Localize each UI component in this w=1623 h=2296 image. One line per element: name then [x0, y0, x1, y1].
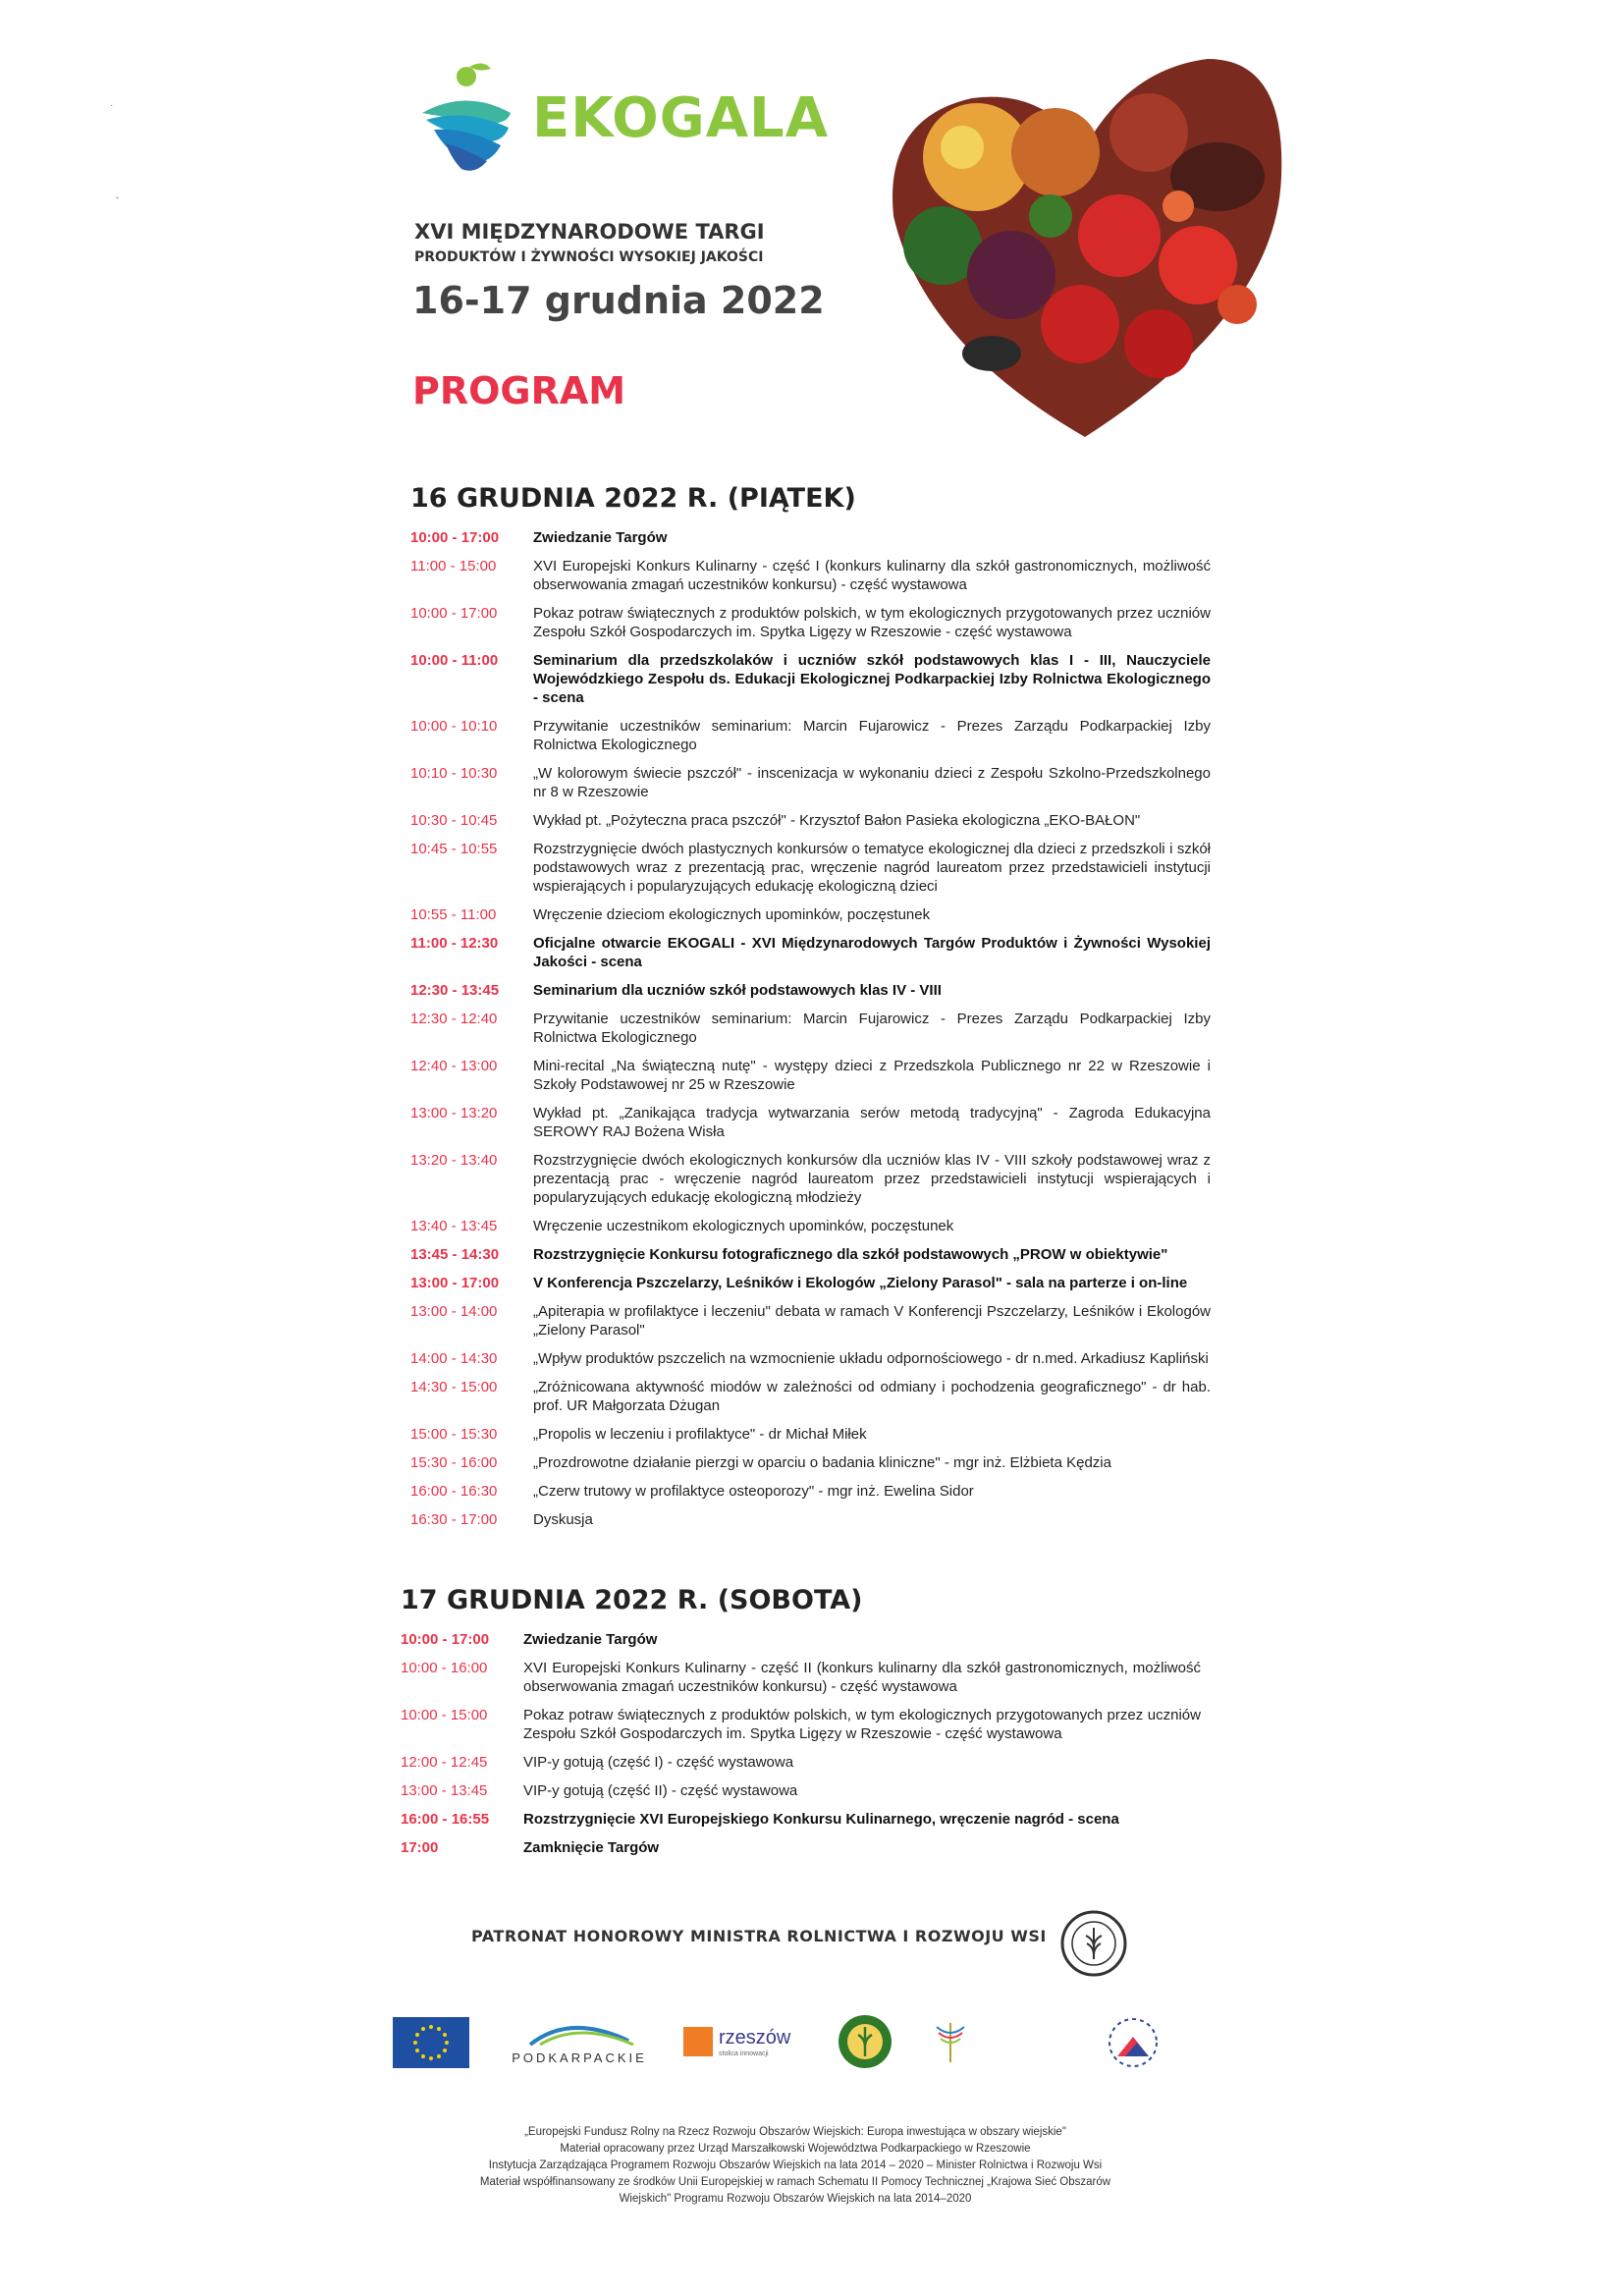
schedule-description: Zamknięcie Targów [523, 1839, 660, 1856]
schedule-row [410, 1510, 1211, 1529]
schedule-time: 12:00 - 12:45 [401, 1754, 488, 1771]
schedule-description: Seminarium dla przedszkolaków i uczniów szkół podstawowych klas I - III, Nauczyciele Wojewódzkiego Zespołu ds. Edukacji Ekologicznej Podkarpackiej Izby Rolnictwa Ekologicznego - scena [533, 652, 1211, 706]
schedule-description: XVI Europejski Konkurs Kulinarny - część II (konkurs kulinarny dla szkół gastronomicznych, możliwość obserwowania zmagań uczestników konkursu) - część wystawowa [523, 1660, 1201, 1695]
schedule-description: Wykład pt. „Zanikająca tradycja wytwarzania serów metodą tradycyjną" - Zagroda Edukacyjna SEROWY RAJ Bożena Wisła [533, 1105, 1211, 1140]
schedule-description: Rozstrzygnięcie dwóch plastycznych konkursów o tematyce ekologicznej dla dzieci z przedszkoli i szkół podstawowych wraz z prezentacją prac, wręczenie nagród laureatom przez przedstawicieli instytucji wspierających i popularyzujących edukację ekologiczną dzieci [533, 841, 1211, 895]
partner-logos [393, 2013, 1217, 2072]
schedule-time: 15:00 - 15:30 [410, 1426, 498, 1443]
ministry-seal-icon [1060, 1910, 1127, 1977]
schedule-time: 12:40 - 13:00 [410, 1058, 498, 1074]
schedule-time: 10:00 - 17:00 [401, 1631, 490, 1648]
footer-line: Materiał opracowany przez Urząd Marszałkowski Województwa Podkarpackiego w Rzeszowie [560, 2143, 1031, 2155]
schedule-time: 12:30 - 13:45 [410, 982, 500, 999]
footer-line: „Europejski Fundusz Rolny na Rzecz Rozwoju Obszarów Wiejskich: Europa inwestująca w obszary wiejskie" [524, 2126, 1066, 2138]
podkarpackie-label: PODKARPACKIE [512, 2050, 647, 2065]
footer-line: Materiał współfinansowany ze środków Unii Europejskiej w ramach Schematu II Pomocy Technicznej „Krajowa Sieć Obszarów [479, 2176, 1111, 2188]
brand-name: EKOGALA [532, 85, 830, 150]
schedule-description: Oficjalne otwarcie EKOGALI - XVI Międzynarodowych Targów Produktów i Żywności Wysokiej Jakości - scena [533, 935, 1211, 970]
schedule-time: 13:00 - 14:00 [410, 1303, 498, 1320]
schedule-description: Przywitanie uczestników seminarium: Marcin Fujarowicz - Prezes Zarządu Podkarpackiej Izby Rolnictwa Ekologicznego [533, 718, 1211, 753]
schedule-time: 16:30 - 17:00 [410, 1511, 498, 1528]
schedule-description: Zwiedzanie Targów [533, 529, 668, 546]
fair-subtitle: PRODUKTÓW I ŻYWNOŚCI WYSOKIEJ JAKOŚCI [414, 249, 764, 265]
schedule-description: „Apiterapia w profilaktyce i leczeniu" debata w ramach V Konferencji Pszczelarzy, Leśników i Ekologów „Zielony Parasol" [533, 1303, 1211, 1339]
schedule-description: Zwiedzanie Targów [523, 1631, 658, 1648]
schedule-time: 13:40 - 13:45 [410, 1218, 498, 1234]
schedule-row [410, 905, 1211, 924]
produce-heart-illustration [884, 49, 1286, 452]
schedule-description: Rozstrzygnięcie Konkursu fotograficznego dla szkół podstawowych „PROW w obiektywie" [533, 1246, 1168, 1263]
schedule-description: „Propolis w leczeniu i profilaktyce" - dr Michał Miłek [533, 1426, 867, 1443]
schedule-row [410, 1425, 1211, 1444]
ksow-tree-icon [931, 2013, 970, 2072]
rzeszow-logo [683, 2013, 801, 2072]
schedule-description: Wręczenie uczestnikom ekologicznych upominków, poczęstunek [533, 1218, 954, 1234]
schedule-time: 16:00 - 16:30 [410, 1483, 498, 1500]
schedule-description: Wykład pt. „Pożyteczna praca pszczół" - Krzysztof Bałon Pasieka ekologiczna „EKO-BAŁON" [533, 812, 1141, 829]
ekogala-logo [412, 59, 829, 177]
schedule-time: 10:10 - 10:30 [410, 765, 498, 782]
fair-title: XVI MIĘDZYNARODOWE TARGI [414, 220, 765, 244]
schedule-row [401, 1659, 1201, 1696]
footer-line: Instytucja Zarządzająca Programem Rozwoju Obszarów Wiejskich na lata 2014 – 2020 – Minister Rolnictwa i Rozwoju Wsi [488, 2159, 1103, 2171]
rzeszow-mark-icon [683, 2027, 713, 2056]
schedule-row [410, 840, 1211, 896]
schedule-row [410, 1010, 1211, 1047]
schedule-description: „Zróżnicowana aktywność miodów w zależności od odmiany i pochodzenia geograficznego" - dr hab. prof. UR Małgorzata Dżugan [533, 1379, 1211, 1414]
scan-mark: ˻ [116, 189, 120, 199]
day2-schedule [401, 1630, 1201, 1867]
rzeszow-tagline: stolica innowacji [719, 2050, 769, 2057]
schedule-time: 11:00 - 12:30 [410, 935, 499, 952]
schedule-row [410, 981, 1211, 1000]
schedule-row [410, 934, 1211, 971]
schedule-row [410, 764, 1211, 801]
schedule-row [401, 1706, 1201, 1743]
scan-mark: · [110, 100, 114, 111]
schedule-row [401, 1838, 1201, 1857]
schedule-time: 13:00 - 13:20 [410, 1105, 498, 1121]
footer-line: Wiejskich" Programu Rozwoju Obszarów Wiejskich na lata 2014–2020 [619, 2193, 972, 2205]
schedule-description: Wręczenie dzieciom ekologicznych upominków, poczęstunek [533, 906, 931, 923]
schedule-time: 15:30 - 16:00 [410, 1454, 498, 1471]
schedule-description: VIP-y gotują (część I) - część wystawowa [523, 1754, 794, 1771]
schedule-row [410, 1057, 1211, 1094]
schedule-description: Mini-recital „Na świąteczną nutę" - występy dzieci z Przedszkola Publicznego nr 22 w Rzeszowie i Szkoły Podstawowej nr 25 w Rzeszowie [533, 1058, 1211, 1093]
schedule-description: XVI Europejski Konkurs Kulinarny - część I (konkurs kulinarny dla szkół gastronomicznych, możliwość obserwowania zmagań uczestników konkursu) - część wystawowa [533, 558, 1211, 593]
schedule-description: Seminarium dla uczniów szkół podstawowych klas IV - VIII [533, 982, 942, 999]
funding-footer [383, 2124, 1208, 2208]
eu-flag-icon [393, 2017, 469, 2068]
schedule-time: 11:00 - 15:00 [410, 558, 497, 574]
schedule-time: 14:30 - 15:00 [410, 1379, 498, 1395]
schedule-description: Przywitanie uczestników seminarium: Marcin Fujarowicz - Prezes Zarządu Podkarpackiej Izby Rolnictwa Ekologicznego [533, 1011, 1211, 1046]
schedule-time: 13:45 - 14:30 [410, 1246, 500, 1263]
arimr-logo-icon [837, 2013, 893, 2070]
schedule-description: VIP-y gotują (część II) - część wystawowa [523, 1782, 798, 1799]
schedule-description: V Konferencja Pszczelarzy, Leśników i Ekologów „Zielony Parasol" - sala na parterze i on-line [533, 1275, 1188, 1291]
schedule-description: Rozstrzygnięcie XVI Europejskiego Konkursu Kulinarnego, wręczenie nagród - scena [523, 1811, 1119, 1828]
schedule-row [410, 1453, 1211, 1472]
schedule-time: 12:30 - 12:40 [410, 1011, 498, 1027]
podkarpackie-mountains-icon [511, 2013, 648, 2049]
schedule-row [410, 1378, 1211, 1415]
schedule-time: 10:00 - 17:00 [410, 605, 498, 622]
schedule-row [410, 1274, 1211, 1292]
schedule-row [410, 1302, 1211, 1339]
schedule-row [410, 1482, 1211, 1501]
schedule-row [410, 1245, 1211, 1264]
schedule-description: „Wpływ produktów pszczelich na wzmocnienie układu odpornościowego - dr n.med. Arkadiusz Kapliński [533, 1350, 1209, 1367]
schedule-time: 10:30 - 10:45 [410, 812, 498, 829]
schedule-row [401, 1810, 1201, 1829]
schedule-row [410, 651, 1211, 707]
schedule-description: „Czerw trutowy w profilaktyce osteoporozy" - mgr inż. Ewelina Sidor [533, 1483, 974, 1500]
schedule-time: 10:00 - 16:00 [401, 1660, 488, 1676]
schedule-time: 13:20 - 13:40 [410, 1152, 498, 1169]
schedule-row [401, 1753, 1201, 1772]
schedule-time: 10:55 - 11:00 [410, 906, 497, 923]
rzeszow-label: rzeszów [719, 2027, 791, 2049]
schedule-row [410, 1104, 1211, 1141]
schedule-row [401, 1781, 1201, 1800]
schedule-row [410, 528, 1211, 547]
patronage-text: PATRONAT HONOROWY MINISTRA ROLNICTWA I ROZWOJU WSI [471, 1927, 1047, 1945]
day1-heading: 16 GRUDNIA 2022 R. (PIĄTEK) [410, 483, 856, 514]
schedule-description: Pokaz potraw świątecznych z produktów polskich, w tym ekologicznych przygotowanych przez uczniów Zespołu Szkół Gospodarczych im. Spytka Ligęzy w Rzeszowie - część wystawowa [533, 605, 1211, 640]
schedule-row [410, 604, 1211, 641]
prow-stars-icon [1104, 2013, 1163, 2072]
schedule-time: 16:00 - 16:55 [401, 1811, 490, 1828]
schedule-description: Rozstrzygnięcie dwóch ekologicznych konkursów dla uczniów klas IV - VIII szkoły podstawowej wraz z prezentacją prac - wręczenie nagród laureatom przez przedstawicieli instytucji wspierających i popularyzujących edukację ekologiczną młodzieży [533, 1152, 1211, 1206]
schedule-row [410, 1151, 1211, 1207]
schedule-description: Dyskusja [533, 1511, 593, 1528]
schedule-row [410, 811, 1211, 830]
ksow-logo [931, 2013, 1058, 2072]
schedule-row [401, 1630, 1201, 1649]
day1-schedule [410, 528, 1211, 1539]
schedule-time: 13:00 - 17:00 [410, 1275, 500, 1291]
schedule-time: 10:00 - 11:00 [410, 652, 499, 669]
prow-logo [1104, 2013, 1212, 2072]
schedule-time: 17:00 [401, 1839, 439, 1856]
ekogala-mark-icon [412, 59, 520, 177]
program-heading: PROGRAM [412, 369, 626, 412]
schedule-time: 13:00 - 13:45 [401, 1782, 488, 1799]
schedule-time: 10:45 - 10:55 [410, 841, 498, 857]
podkarpackie-logo [511, 2013, 648, 2072]
schedule-time: 10:00 - 10:10 [410, 718, 498, 735]
schedule-time: 14:00 - 14:30 [410, 1350, 498, 1367]
schedule-description: Pokaz potraw świątecznych z produktów polskich, w tym ekologicznych przygotowanych przez uczniów Zespołu Szkół Gospodarczych im. Spytka Ligęzy w Rzeszowie - część wystawowa [523, 1707, 1201, 1742]
schedule-row [410, 557, 1211, 594]
fair-dates: 16-17 grudnia 2022 [412, 279, 825, 322]
schedule-description: „Prozdrowotne działanie pierzgi w oparciu o badania kliniczne" - mgr inż. Elżbieta Kędzia [533, 1454, 1111, 1471]
schedule-description: „W kolorowym świecie pszczół" - inscenizacja w wykonaniu dzieci z Zespołu Szkolno-Przedszkolnego nr 8 w Rzeszowie [533, 765, 1211, 800]
schedule-time: 10:00 - 17:00 [410, 529, 500, 546]
schedule-row [410, 1349, 1211, 1368]
schedule-row [410, 1217, 1211, 1235]
day2-heading: 17 GRUDNIA 2022 R. (SOBOTA) [401, 1585, 863, 1615]
schedule-row [410, 717, 1211, 754]
schedule-time: 10:00 - 15:00 [401, 1707, 488, 1723]
